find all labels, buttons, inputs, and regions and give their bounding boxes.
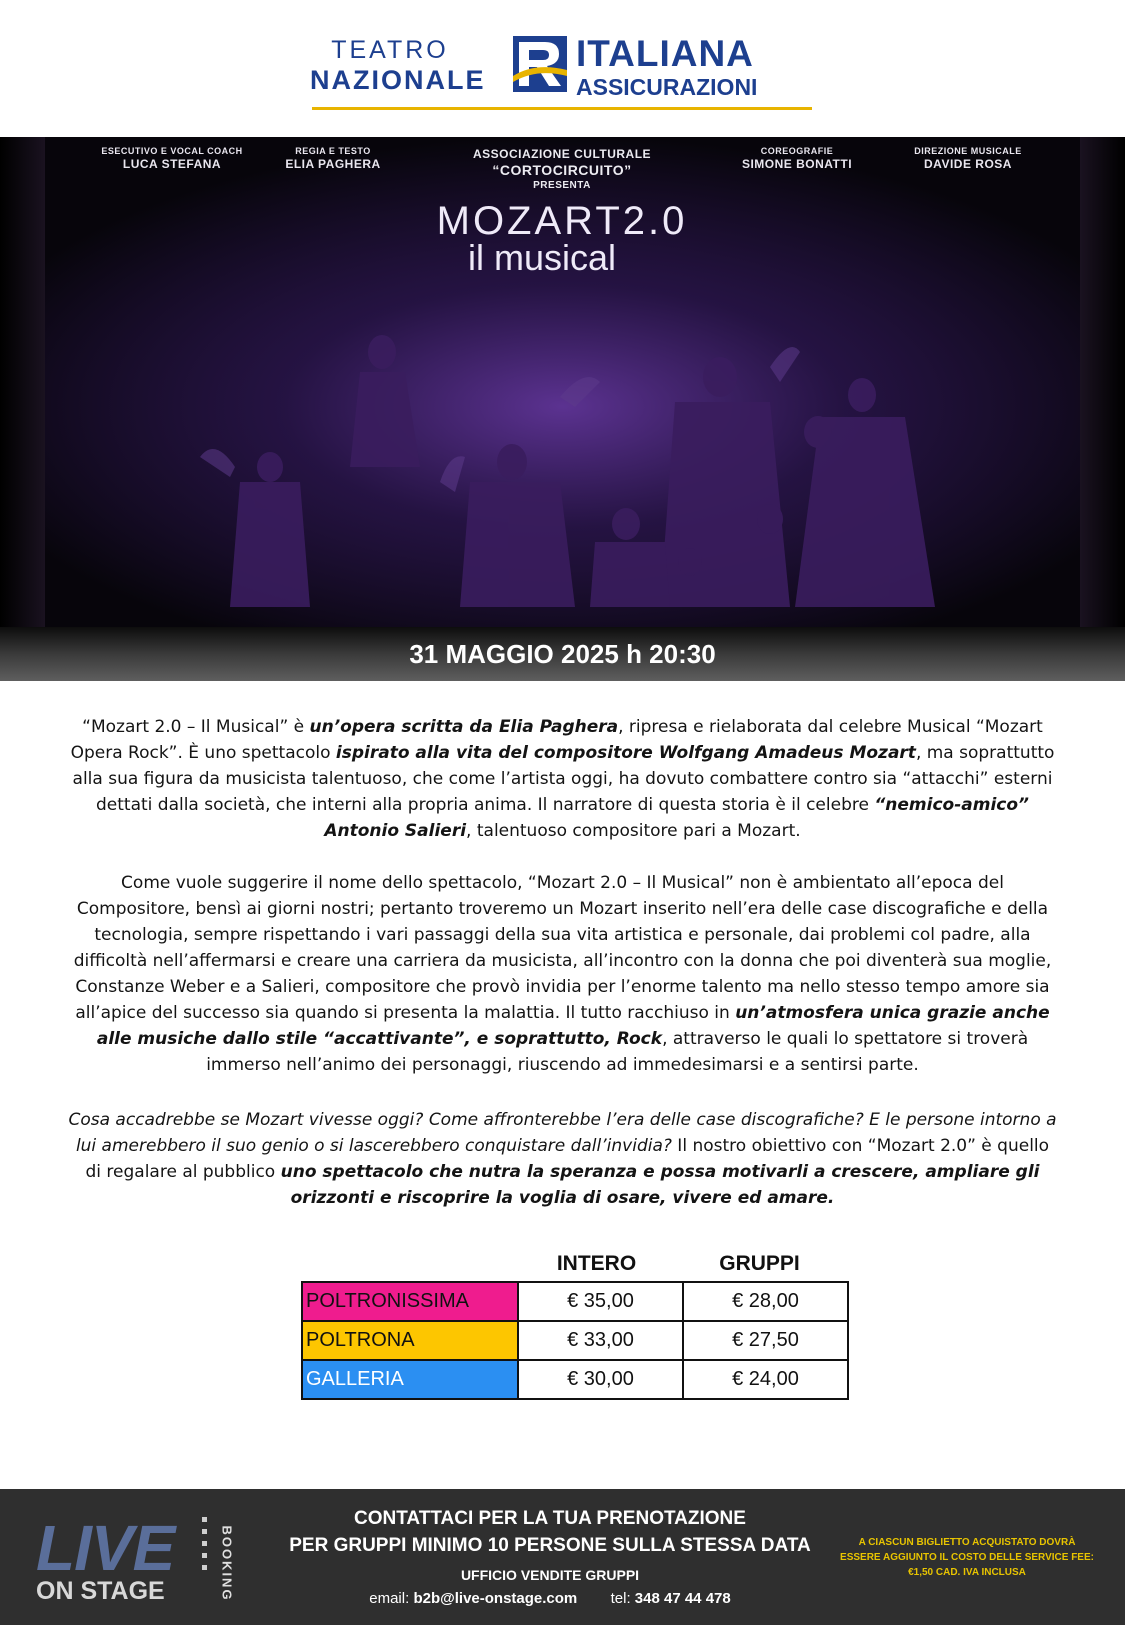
credit-coreografie bbox=[722, 145, 872, 171]
credit-name: ELIA PAGHERA bbox=[285, 157, 381, 171]
credit-role: COREOGRAFIE bbox=[760, 146, 834, 156]
price-gruppi: € 28,00 bbox=[683, 1282, 848, 1321]
teatro-line1: TEATRO bbox=[331, 36, 449, 64]
show-title bbox=[372, 199, 752, 278]
column-header-gruppi: GRUPPI bbox=[719, 1252, 800, 1275]
price-intero: € 33,00 bbox=[518, 1321, 683, 1360]
italiana-r-icon bbox=[513, 36, 567, 92]
teatro-nazionale-logo bbox=[310, 36, 486, 96]
table-row bbox=[302, 1321, 848, 1360]
column-header-intero: INTERO bbox=[556, 1252, 637, 1275]
price-table bbox=[301, 1281, 849, 1400]
sponsor-line2: ASSICURAZIONI bbox=[576, 74, 758, 100]
credit-name: SIMONE BONATTI bbox=[741, 157, 853, 171]
logo-live: LIVE bbox=[36, 1512, 175, 1584]
show-title-line1: MOZART2.0 bbox=[436, 199, 688, 243]
price-intero: € 35,00 bbox=[518, 1282, 683, 1321]
contact-line2: PER GRUPPI MINIMO 10 PERSONE SULLA STESSA DATA bbox=[289, 1535, 811, 1556]
credit-vocal-coach bbox=[92, 145, 252, 171]
association-credit bbox=[420, 147, 704, 192]
paragraph-intro: “Mozart 2.0 – Il Musical” è un’opera scritta da Elia Paghera, ripresa e rielaborata dal celebre Musical “Mozart Opera Rock”. È uno spettacolo ispirato alla vita del compositore Wolfgang Amadeus Mozart, ma soprattutto alla sua figura da musicista talentuoso, che come l’artista oggi, ha dovuto combattere contro sia “attacchi” esterni dettati dalla società, che interni alla propria anima. Il narratore di questa storia è il celebre “nemico-amico” Antonio Salieri, talentuoso compositore pari a Mozart. bbox=[70, 717, 1055, 841]
paragraph-objective: Cosa accadrebbe se Mozart vivesse oggi? Come affronterebbe l’era delle case discografiche? E le persone intorno a lui amerebbero il suo genio o si lascerebbero conquistare dall’invidia? Il nostro obiettivo con “Mozart 2.0” è quello di regalare al pubblico uno spettacolo che nutra la speranza e possa motivarli a crescere, ampliare gli orizzonti e riscoprire la voglia di osare, vivere ed amare. bbox=[68, 1110, 1057, 1208]
category-poltronissima: POLTRONISSIMA bbox=[302, 1282, 518, 1321]
logo-underline bbox=[312, 107, 812, 110]
show-title-line2: il musical bbox=[467, 237, 617, 278]
teatro-line2: NAZIONALE bbox=[310, 65, 486, 95]
logo-on-stage: ON STAGE bbox=[36, 1577, 165, 1605]
association-line1: ASSOCIAZIONE CULTURALE bbox=[472, 147, 652, 161]
credit-direzione-musicale bbox=[893, 145, 1043, 171]
credit-role: ESECUTIVO E VOCAL COACH bbox=[101, 146, 243, 156]
italiana-assicurazioni-logo bbox=[576, 34, 757, 100]
logo-booking: BOOKING bbox=[219, 1525, 235, 1602]
tel-label: tel: bbox=[610, 1590, 635, 1607]
category-galleria: GALLERIA bbox=[302, 1360, 518, 1399]
credit-name: LUCA STEFANA bbox=[122, 157, 222, 171]
price-intero: € 30,00 bbox=[518, 1360, 683, 1399]
poster-image bbox=[0, 137, 1125, 627]
credit-regia bbox=[268, 145, 398, 171]
table-row bbox=[302, 1282, 848, 1321]
credit-role: REGIA E TESTO bbox=[295, 146, 371, 156]
event-date: 31 MAGGIO 2025 h 20:30 bbox=[0, 627, 1125, 681]
sponsor-line1: ITALIANA bbox=[576, 33, 754, 74]
category-poltrona: POLTRONA bbox=[302, 1321, 518, 1360]
association-line2: “CORTOCIRCUITO” bbox=[492, 162, 632, 178]
live-on-stage-logo bbox=[36, 1512, 175, 1605]
email-label: email: bbox=[369, 1590, 414, 1607]
credit-name: DAVIDE ROSA bbox=[924, 157, 1012, 171]
contact-details bbox=[270, 1587, 830, 1611]
paragraph-setting: Come vuole suggerire il nome dello spettacolo, “Mozart 2.0 – Il Musical” non è ambientato all’epoca del Compositore, bensì ai giorni nostri; pertanto troveremo un Mozart inserito nell’era delle case discografiche e della tecnologia, sempre rispettando i vari passaggi della sua vita artistica e personale, dai problemi col padre, alla difficoltà nell’affermarsi e creare una carriera da musicista, all’incontro con la donna che poi diventerà sua moglie, Constanze Weber e a Salieri, compositore che provò invidia per l’enorme talento ma nello stesso tempo amore sia all’apice del successo sia quando si presenta la malattia. Il tutto racchiuso in un’atmosfera unica grazie anche alle musiche dallo stile “accattivante”, e soprattutto, Rock, attraverso le quali lo spettatore si troverà immerso nell’animo dei personaggi, riuscendo ad immedesimarsi e a sentirsi parte. bbox=[73, 873, 1052, 1075]
header bbox=[0, 0, 1125, 135]
price-gruppi: € 24,00 bbox=[683, 1360, 848, 1399]
contact-block bbox=[270, 1505, 830, 1611]
contact-line1: CONTATTACI PER LA TUA PRENOTAZIONE bbox=[354, 1508, 746, 1529]
table-row bbox=[302, 1360, 848, 1399]
email-link[interactable]: b2b@live-onstage.com bbox=[413, 1590, 578, 1607]
sales-office: UFFICIO VENDITE GRUPPI bbox=[460, 1567, 640, 1583]
credit-role: DIREZIONE MUSICALE bbox=[914, 146, 1022, 156]
association-line3: PRESENTA bbox=[533, 180, 591, 191]
footer bbox=[0, 1489, 1125, 1625]
service-fee-note: A CIASCUN BIGLIETTO ACQUISTATO DOVRÀ ESSERE AGGIUNTO IL COSTO DELLE SERVICE FEE: €1,50 CAD. IVA INCLUSA bbox=[840, 1537, 1094, 1578]
logo-dots bbox=[202, 1517, 208, 1577]
phone-number[interactable]: 348 47 44 478 bbox=[634, 1590, 731, 1607]
price-gruppi: € 27,50 bbox=[683, 1321, 848, 1360]
